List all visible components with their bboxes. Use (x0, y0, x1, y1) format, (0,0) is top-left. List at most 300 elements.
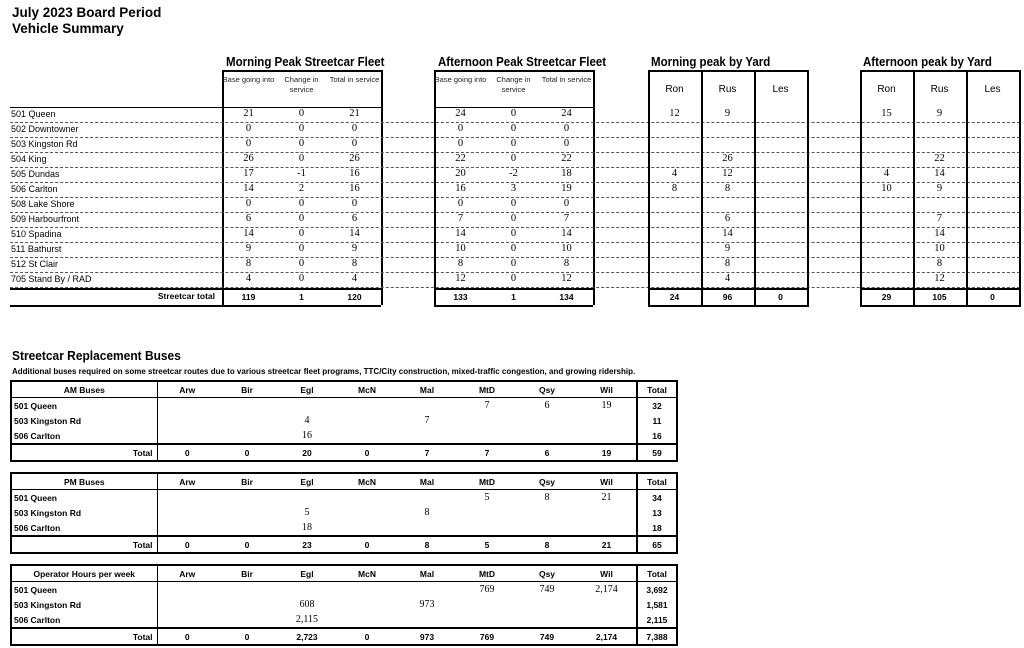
yard-cell: 12 (669, 108, 680, 119)
bus-cell: 19 (601, 400, 612, 411)
bus-cell: 21 (601, 492, 612, 503)
bus-table-2 (10, 564, 678, 646)
fleet-cell: 21 (349, 108, 360, 119)
bus-cell (277, 490, 337, 506)
bus-cell (217, 505, 277, 520)
bus-cell (517, 520, 577, 536)
fleet-cell: 6 (245, 213, 252, 224)
fleet-cell: 0 (298, 108, 305, 119)
bus-cell: 1,581 (637, 597, 677, 612)
afternoon-yard-header: Les (984, 84, 1001, 95)
am-bottom-rule (10, 305, 381, 307)
bus-row-label: 503 Kingston Rd (11, 597, 157, 612)
fleet-cell: 8 (351, 258, 358, 269)
bus-col-header: Qsy (517, 381, 577, 398)
bus-total-cell: 0 (217, 628, 277, 645)
bus-cell: 6 (544, 400, 550, 411)
bus-cell (457, 428, 517, 444)
yard-cell: 12 (934, 273, 945, 284)
bus-col-header: Bir (217, 565, 277, 582)
pm-bottom-rule (434, 305, 593, 307)
bus-cell (517, 612, 577, 628)
bus-cell (157, 413, 217, 428)
bus-table-label: PM Buses (11, 473, 157, 490)
morning-yard-header: Les (772, 84, 789, 95)
yard-total-cell: 29 (881, 292, 892, 302)
bus-total-cell: 7,388 (637, 628, 677, 645)
bus-total-cell: 7 (397, 444, 457, 461)
yard-total-cell: 0 (990, 292, 995, 302)
bus-table-0 (10, 380, 678, 462)
fleet-cell: 0 (510, 273, 517, 284)
bus-total-cell: 2,723 (277, 628, 337, 645)
yard-cell: 15 (881, 108, 892, 119)
bus-cell (337, 612, 397, 628)
fleet-row-label: 506 Carlton (11, 184, 58, 194)
fleet-cell: 0 (298, 138, 305, 149)
bus-cell (157, 490, 217, 506)
bus-cell (577, 505, 637, 520)
afternoon-col-header: Total in service (541, 75, 592, 84)
bus-cell: 11 (637, 413, 677, 428)
bus-total-cell: 0 (217, 444, 277, 461)
bus-row-label: 506 Carlton (11, 428, 157, 444)
fleet-cell: 9 (351, 243, 358, 254)
morning-right-border (381, 70, 383, 305)
bus-cell (217, 582, 277, 598)
bus-cell (157, 505, 217, 520)
fleet-cell: 0 (351, 198, 358, 209)
bus-col-header: MtD (457, 381, 517, 398)
fleet-cell: 19 (561, 183, 572, 194)
fleet-cell: 0 (510, 153, 517, 164)
fleet-cell: 0 (457, 198, 464, 209)
bus-cell (457, 520, 517, 536)
bus-cell: 7 (484, 400, 490, 411)
fleet-cell: 20 (455, 168, 466, 179)
fleet-cell: -2 (509, 168, 518, 179)
fleet-total-cell: 134 (559, 292, 574, 302)
bus-col-header: Qsy (517, 473, 577, 490)
fleet-cell: 0 (245, 123, 252, 134)
yard-cell: 9 (724, 108, 731, 119)
fleet-cell: 0 (298, 228, 305, 239)
bus-col-header: Mal (397, 565, 457, 582)
bus-total-cell: 65 (637, 536, 677, 553)
bus-cell: 34 (637, 490, 677, 506)
fleet-cell: 14 (561, 228, 572, 239)
bus-table-label: AM Buses (11, 381, 157, 398)
bus-cell (277, 582, 337, 598)
yard-cell: 6 (724, 213, 731, 224)
fleet-cell: 0 (563, 138, 570, 149)
bus-cell (457, 612, 517, 628)
fleet-row-label: 509 Harbourfront (11, 214, 80, 224)
bus-total-cell: 21 (577, 536, 637, 553)
fleet-cell: 0 (298, 243, 305, 254)
fleet-total-cell: 119 (241, 292, 256, 302)
fleet-cell: 0 (298, 198, 305, 209)
bus-col-header: McN (337, 381, 397, 398)
bus-cell (397, 520, 457, 536)
bus-col-header: Egl (277, 381, 337, 398)
bus-cell: 8 (424, 507, 430, 518)
bus-cell (277, 398, 337, 414)
bus-col-header: Bir (217, 473, 277, 490)
bus-cell (337, 413, 397, 428)
bus-col-header: Qsy (517, 565, 577, 582)
bus-col-header: Arw (157, 381, 217, 398)
bus-total-cell: 6 (517, 444, 577, 461)
bus-table-1 (10, 472, 678, 554)
fleet-cell: 3 (510, 183, 517, 194)
bus-cell (157, 428, 217, 444)
fleet-cell: 26 (349, 153, 360, 164)
bus-row-label: 503 Kingston Rd (11, 413, 157, 428)
fleet-cell: 24 (561, 108, 572, 119)
bus-cell (157, 398, 217, 414)
fleet-cell: 14 (243, 228, 254, 239)
fleet-total-cell: 133 (453, 292, 468, 302)
bus-cell: 32 (637, 398, 677, 414)
bus-total-cell: 8 (517, 536, 577, 553)
yard-cell: 10 (881, 183, 892, 194)
morning-col-header: Base going into (222, 75, 275, 84)
morning-yard-total-rule (648, 288, 807, 290)
bus-total-cell: 0 (337, 444, 397, 461)
am-total-rule (10, 288, 381, 290)
fleet-row-label: 503 Kingston Rd (11, 139, 78, 149)
bus-total-cell: 0 (157, 444, 217, 461)
bus-cell (157, 582, 217, 598)
yard-cell: 8 (724, 183, 731, 194)
bus-col-header: Wil (577, 381, 637, 398)
fleet-cell: 7 (563, 213, 570, 224)
bus-cell (157, 520, 217, 536)
bus-col-header: Wil (577, 473, 637, 490)
fleet-row-label: 511 Bathurst (11, 244, 62, 254)
morning-fleet-title: Morning Peak Streetcar Fleet (226, 55, 385, 69)
fleet-cell: 2 (298, 183, 305, 194)
morning-yard-header: Rus (718, 84, 737, 95)
pm-total-rule (434, 288, 593, 290)
fleet-cell: 26 (243, 153, 254, 164)
bus-row-label: 506 Carlton (11, 612, 157, 628)
bus-col-header: McN (337, 473, 397, 490)
morning-yard-col-divider (754, 70, 756, 305)
fleet-cell: 16 (349, 183, 360, 194)
fleet-cell: 24 (455, 108, 466, 119)
bus-total-label: Total (11, 628, 157, 645)
bus-total-cell: 973 (397, 628, 457, 645)
fleet-row-label: 502 Downtowner (11, 124, 79, 134)
fleet-cell: 0 (510, 138, 517, 149)
yard-total-cell: 0 (778, 292, 783, 302)
fleet-cell: 9 (245, 243, 252, 254)
afternoon-yard-header: Rus (930, 84, 949, 95)
afternoon-col-header: Change in service (496, 75, 531, 94)
yard-cell: 14 (934, 228, 945, 239)
bus-cell: 4 (304, 415, 310, 426)
yard-total-cell: 105 (932, 292, 947, 302)
fleet-cell: 0 (510, 213, 517, 224)
fleet-total-cell: 120 (347, 292, 362, 302)
bus-cell: 2,115 (637, 612, 677, 628)
bus-cell: 2,115 (295, 614, 319, 625)
afternoon-col-header: Base going into (434, 75, 487, 84)
afternoon-yard-header: Ron (877, 84, 896, 95)
yard-cell: 8 (724, 258, 731, 269)
morning-col-header: Change in service (284, 75, 319, 94)
bus-cell (397, 398, 457, 414)
fleet-cell: 0 (457, 138, 464, 149)
yard-cell: 7 (936, 213, 943, 224)
fleet-cell: 17 (243, 168, 254, 179)
fleet-cell: 14 (349, 228, 360, 239)
afternoon-yard-col-divider (966, 70, 968, 305)
bus-total-cell: 59 (637, 444, 677, 461)
fleet-cell: 18 (561, 168, 572, 179)
buses-subtitle: Additional buses required on some streetcar routes due to various streetcar fleet programs, TTC/City construction, mixed-traffic congestion, and growing ridership. (12, 367, 636, 376)
fleet-row-label: 504 King (11, 154, 47, 164)
fleet-cell: 8 (457, 258, 464, 269)
bus-col-header: McN (337, 565, 397, 582)
fleet-cell: 21 (243, 108, 254, 119)
title-line-1: July 2023 Board Period (12, 5, 162, 20)
bus-total-label: Total (11, 444, 157, 461)
fleet-cell: 8 (245, 258, 252, 269)
fleet-cell: 8 (563, 258, 570, 269)
bus-cell (217, 520, 277, 536)
fleet-row-label: 501 Queen (11, 109, 56, 119)
fleet-cell: 0 (563, 123, 570, 134)
bus-col-header: Total (637, 565, 677, 582)
bus-cell: 18 (302, 522, 312, 533)
fleet-row-label: 510 Spadina (11, 229, 62, 239)
fleet-cell: 7 (457, 213, 464, 224)
yard-cell: 12 (722, 168, 733, 179)
bus-cell: 749 (539, 584, 555, 595)
fleet-cell: 0 (298, 153, 305, 164)
fleet-cell: 0 (298, 123, 305, 134)
bus-cell (397, 428, 457, 444)
yard-cell: 10 (934, 243, 945, 254)
title-line-2: Vehicle Summary (12, 21, 124, 36)
bus-total-cell: 0 (337, 628, 397, 645)
fleet-cell: 6 (351, 213, 358, 224)
bus-row-label: 503 Kingston Rd (11, 505, 157, 520)
bus-col-header: Egl (277, 473, 337, 490)
afternoon-yard-total-rule (860, 288, 1019, 290)
bus-total-cell: 0 (157, 536, 217, 553)
fleet-cell: 0 (298, 258, 305, 269)
fleet-row-label: 512 St Clair (11, 259, 59, 269)
fleet-cell: 16 (455, 183, 466, 194)
fleet-cell: 22 (455, 153, 466, 164)
bus-cell (337, 505, 397, 520)
fleet-cell: 0 (510, 108, 517, 119)
bus-cell (457, 413, 517, 428)
bus-cell (517, 505, 577, 520)
fleet-total-cell: 1 (299, 292, 304, 302)
bus-cell: 5 (484, 492, 490, 503)
bus-col-header: Arw (157, 473, 217, 490)
fleet-row-label: 508 Lake Shore (11, 199, 75, 209)
bus-col-header: Mal (397, 473, 457, 490)
bus-col-header: Total (637, 381, 677, 398)
bus-cell (397, 582, 457, 598)
fleet-cell: 12 (455, 273, 466, 284)
bus-cell (217, 428, 277, 444)
bus-total-cell: 0 (337, 536, 397, 553)
bus-cell (457, 505, 517, 520)
morning-col-header: Total in service (329, 75, 380, 84)
bus-cell (217, 612, 277, 628)
bus-cell (577, 520, 637, 536)
bus-cell (217, 597, 277, 612)
fleet-cell: 0 (510, 123, 517, 134)
bus-row-label: 501 Queen (11, 398, 157, 414)
fleet-cell: 10 (455, 243, 466, 254)
bus-cell (337, 582, 397, 598)
fleet-row-label: 705 Stand By / RAD (11, 274, 92, 284)
fleet-cell: 0 (510, 258, 517, 269)
bus-col-header: Mal (397, 381, 457, 398)
bus-cell: 7 (424, 415, 430, 426)
afternoon-yard-title: Afternoon peak by Yard (863, 55, 992, 69)
morning-yard-title: Morning peak by Yard (651, 55, 771, 69)
bus-cell (577, 597, 637, 612)
fleet-cell: 0 (563, 198, 570, 209)
yard-cell: 14 (722, 228, 733, 239)
bus-total-cell: 0 (217, 536, 277, 553)
bus-cell: 973 (419, 599, 435, 610)
bus-row-label: 501 Queen (11, 490, 157, 506)
yard-cell: 9 (936, 108, 943, 119)
fleet-row-label: 505 Dundas (11, 169, 60, 179)
morning-header-rule (222, 70, 381, 72)
bus-col-header: Egl (277, 565, 337, 582)
bus-cell (577, 428, 637, 444)
bus-total-cell: 749 (517, 628, 577, 645)
bus-cell (397, 612, 457, 628)
bus-cell (517, 428, 577, 444)
yard-cell: 4 (724, 273, 731, 284)
bus-cell (337, 428, 397, 444)
bus-cell (337, 490, 397, 506)
bus-cell (337, 520, 397, 536)
fleet-cell: 0 (298, 213, 305, 224)
bus-cell (217, 398, 277, 414)
fleet-cell: 0 (457, 123, 464, 134)
bus-cell: 16 (637, 428, 677, 444)
afternoon-right-border (593, 70, 595, 305)
bus-total-cell: 2,174 (577, 628, 637, 645)
bus-cell: 16 (302, 430, 312, 441)
bus-table-label: Operator Hours per week (11, 565, 157, 582)
afternoon-fleet-title: Afternoon Peak Streetcar Fleet (438, 55, 607, 69)
bus-total-label: Total (11, 536, 157, 553)
bus-cell: 5 (304, 507, 310, 518)
bus-total-cell: 20 (277, 444, 337, 461)
bus-col-header: Bir (217, 381, 277, 398)
document-title (12, 5, 161, 37)
fleet-cell: 4 (245, 273, 252, 284)
bus-cell: 3,692 (637, 582, 677, 598)
bus-cell (517, 413, 577, 428)
yard-cell: 8 (671, 183, 678, 194)
yard-total-cell: 96 (722, 292, 733, 302)
fleet-cell: 10 (561, 243, 572, 254)
yard-cell: 9 (936, 183, 943, 194)
bus-cell (577, 612, 637, 628)
yard-cell: 4 (883, 168, 890, 179)
bus-col-header: Arw (157, 565, 217, 582)
fleet-cell: 0 (351, 123, 358, 134)
bus-col-header: MtD (457, 473, 517, 490)
fleet-cell: 0 (510, 198, 517, 209)
bus-cell (337, 597, 397, 612)
bus-total-cell: 8 (397, 536, 457, 553)
bus-cell (457, 597, 517, 612)
bus-row-label: 501 Queen (11, 582, 157, 598)
fleet-cell: 12 (561, 273, 572, 284)
fleet-cell: 0 (510, 243, 517, 254)
bus-col-header: MtD (457, 565, 517, 582)
streetcar-total-label: Streetcar total (157, 291, 215, 301)
yard-cell: 4 (671, 168, 678, 179)
bus-total-cell: 5 (457, 536, 517, 553)
fleet-cell: 14 (455, 228, 466, 239)
yard-cell: 26 (722, 153, 733, 164)
morning-yard-header: Ron (665, 84, 684, 95)
yard-cell: 9 (724, 243, 731, 254)
afternoon-header-rule (434, 70, 593, 72)
fleet-cell: -1 (297, 168, 306, 179)
yard-cell: 8 (936, 258, 943, 269)
buses-title: Streetcar Replacement Buses (12, 348, 181, 363)
bus-total-cell: 23 (277, 536, 337, 553)
bus-cell: 8 (544, 492, 550, 503)
bus-cell (217, 490, 277, 506)
fleet-cell: 0 (298, 273, 305, 284)
bus-cell (157, 597, 217, 612)
yard-cell: 14 (934, 168, 945, 179)
fleet-cell: 0 (245, 198, 252, 209)
fleet-cell: 22 (561, 153, 572, 164)
fleet-cell: 0 (351, 138, 358, 149)
bus-total-cell: 769 (457, 628, 517, 645)
bus-cell: 769 (479, 584, 495, 595)
fleet-cell: 16 (349, 168, 360, 179)
bus-cell (157, 612, 217, 628)
bus-col-header: Total (637, 473, 677, 490)
yard-total-cell: 24 (669, 292, 680, 302)
bus-total-cell: 7 (457, 444, 517, 461)
bus-cell (217, 413, 277, 428)
fleet-total-cell: 1 (511, 292, 516, 302)
bus-cell (337, 398, 397, 414)
fleet-cell: 4 (351, 273, 358, 284)
fleet-cell: 0 (245, 138, 252, 149)
bus-cell: 13 (637, 505, 677, 520)
fleet-cell: 0 (510, 228, 517, 239)
bus-cell (577, 413, 637, 428)
fleet-cell: 14 (243, 183, 254, 194)
bus-cell: 2,174 (595, 584, 618, 595)
bus-cell: 18 (637, 520, 677, 536)
bus-cell (517, 597, 577, 612)
